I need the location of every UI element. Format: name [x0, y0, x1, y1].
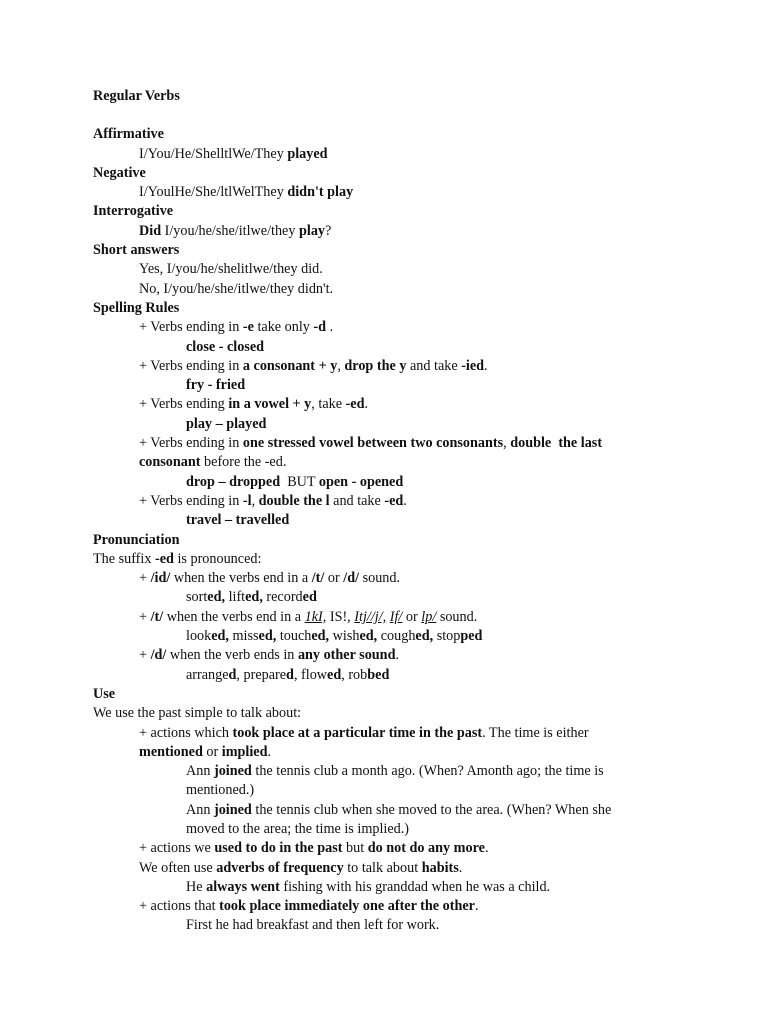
bold-text: d	[228, 666, 237, 683]
text: Ann	[186, 763, 214, 780]
text: sound.	[436, 608, 478, 625]
bold-text: ,	[225, 628, 233, 645]
text: or	[402, 608, 422, 625]
bold-text: drop the y	[344, 357, 407, 374]
bold-text: -e	[242, 319, 254, 336]
document-body	[93, 87, 693, 936]
bold-text: joined	[213, 763, 252, 780]
use-point-1-cont	[93, 743, 693, 762]
affirmative-line	[93, 145, 693, 164]
text: .	[474, 898, 479, 915]
bold-text: ed	[359, 628, 374, 645]
text: BUT	[280, 473, 319, 490]
bold-text: double the l	[258, 492, 330, 509]
text: He	[186, 878, 207, 895]
bold-text: ,	[429, 628, 437, 645]
bold-text: ed	[258, 628, 273, 645]
text: ,	[341, 666, 349, 683]
text: stop	[436, 628, 461, 645]
text: ,	[251, 492, 259, 509]
bold-text: drop – dropped	[186, 473, 281, 490]
text: + Verbs ending in	[139, 319, 243, 336]
page-title: Regular Verbs	[93, 88, 180, 104]
use-example-2	[93, 801, 693, 820]
bold-text: always went	[206, 878, 280, 895]
text: I/You/He/ShelltlWe/They	[139, 145, 284, 162]
text: + actions we	[139, 840, 215, 857]
bold-text: consonant	[139, 454, 201, 471]
text: We often use	[139, 859, 217, 876]
text: +	[139, 570, 151, 587]
text: or	[202, 743, 222, 760]
bold-text: a consonant + y	[242, 357, 338, 374]
text: fishing with his granddad when he was a child.	[279, 878, 551, 895]
bold-text: -ed	[345, 396, 365, 413]
text: .	[395, 647, 400, 664]
heading-spelling-rules: Spelling Rules	[93, 299, 180, 316]
bold-text: took place at a particular time in the past	[232, 724, 483, 741]
text: , take	[311, 396, 346, 413]
bold-text: mentioned	[139, 743, 203, 760]
text: arrange	[186, 666, 229, 683]
text: .	[484, 357, 488, 374]
text: is pronounced:	[173, 550, 262, 567]
use-example-3	[93, 878, 693, 897]
interrogative-line	[93, 222, 693, 241]
text: The suffix	[93, 550, 155, 567]
spelling-rule-4	[93, 434, 693, 453]
text: ,	[236, 666, 244, 683]
spelling-example-4	[93, 473, 693, 492]
bold-text: played	[287, 145, 328, 162]
bold-text: d	[286, 666, 294, 683]
bold-text: double the last	[510, 435, 603, 452]
short-answer-no: No, I/you/he/she/itlwe/they didn't.	[139, 280, 334, 297]
spelling-rule-5	[93, 492, 693, 511]
bold-text: ,	[221, 589, 229, 606]
underlined-text: Itj//j/,	[354, 608, 387, 625]
bold-text: ed	[327, 666, 342, 683]
text: .	[364, 396, 369, 413]
text: I/YoulHe/She/ltlWelThey	[139, 184, 284, 201]
heading-pronunciation: Pronunciation	[93, 531, 180, 548]
text: wish	[332, 628, 360, 645]
bold-text: /t/	[150, 608, 164, 625]
text: ?	[325, 222, 332, 239]
spelling-example-1: close - closed	[186, 338, 265, 355]
use-point-1	[93, 724, 693, 743]
text: I/you/he/she/itlwe/they	[161, 222, 299, 239]
text: the tennis club when she moved to the area. (When? When she	[251, 801, 612, 818]
text: but	[342, 840, 368, 857]
text: + Verbs ending	[139, 396, 229, 413]
text: miss	[232, 628, 259, 645]
bold-text: used to do in the past	[214, 840, 343, 857]
bold-text: ,	[373, 628, 381, 645]
bold-text: open - opened	[318, 473, 404, 490]
text: +	[139, 608, 151, 625]
spelling-example-3: play – played	[186, 415, 267, 432]
text: sort	[186, 589, 208, 606]
underlined-text: If/	[389, 608, 403, 625]
text: to talk about	[343, 859, 422, 876]
bold-text: /d/	[150, 647, 167, 664]
text: ,	[503, 435, 511, 452]
text: before the -ed.	[200, 454, 287, 471]
spelling-example-5: travel – travelled	[186, 512, 290, 529]
text: + Verbs ending in	[139, 357, 243, 374]
spelling-rule-4-cont	[93, 453, 693, 472]
text: flow	[301, 666, 328, 683]
bold-text: bed	[367, 666, 390, 683]
bold-text: ed	[415, 628, 430, 645]
negative-line	[93, 183, 693, 202]
short-answer-yes: Yes, I/you/he/shelitlwe/they did.	[139, 261, 323, 278]
bold-text: -ed	[155, 550, 174, 567]
bold-text: ed	[211, 628, 226, 645]
text: when the verbs end in a	[170, 570, 312, 587]
bold-text: do not do any more	[367, 840, 485, 857]
spelling-example-2: fry - fried	[186, 377, 246, 394]
use-intro: We use the past simple to talk about:	[93, 705, 302, 722]
bold-text: implied	[221, 743, 268, 760]
text: sound.	[359, 570, 401, 587]
bold-text: /d/	[343, 570, 360, 587]
bold-text: ed	[302, 589, 317, 606]
pronunciation-id-examples	[93, 588, 693, 607]
bold-text: ,	[272, 628, 280, 645]
heading-affirmative: Affirmative	[93, 126, 164, 143]
pronunciation-intro	[93, 550, 693, 569]
text: when the verb ends in	[166, 647, 298, 664]
use-point-2b	[93, 859, 693, 878]
use-example-1-cont: mentioned.)	[186, 782, 255, 799]
text: record	[266, 589, 303, 606]
text: +	[139, 647, 151, 664]
spelling-rule-1	[93, 318, 693, 337]
text: touch	[279, 628, 312, 645]
text: when the verbs end in a	[163, 608, 305, 625]
heading-interrogative: Interrogative	[93, 203, 174, 220]
text: rob	[348, 666, 368, 683]
bold-text: -ied	[461, 357, 485, 374]
bold-text: ,	[259, 589, 267, 606]
bold-text: any other sound	[297, 647, 396, 664]
bold-text: adverbs of frequency	[216, 859, 344, 876]
use-point-2	[93, 839, 693, 858]
bold-text: play	[298, 222, 326, 239]
text: Ann	[186, 801, 214, 818]
spelling-rule-3	[93, 395, 693, 414]
bold-text: -ed	[384, 492, 404, 509]
pronunciation-id	[93, 569, 693, 588]
text: .	[267, 743, 272, 760]
text: .	[458, 859, 463, 876]
bold-text: one stressed vowel between two consonants	[242, 435, 504, 452]
bold-text: -l	[242, 492, 252, 509]
heading-negative: Negative	[93, 164, 146, 181]
bold-text: didn't play	[287, 184, 354, 201]
bold-text: ped	[460, 628, 483, 645]
text: take only	[253, 319, 314, 336]
pronunciation-t-examples	[93, 627, 693, 646]
text: ,	[293, 666, 302, 683]
bold-text: /t/	[311, 570, 325, 587]
use-point-3	[93, 897, 693, 916]
bold-text: joined	[213, 801, 252, 818]
pronunciation-d-examples	[93, 666, 693, 685]
text: + actions that	[139, 898, 220, 915]
text: the tennis club a month ago. (When? Amonth ago; the time is	[251, 763, 604, 780]
text: + actions which	[139, 724, 233, 741]
underlined-text: 1kI,	[304, 608, 327, 625]
bold-text: in a vowel + y	[228, 396, 312, 413]
heading-use: Use	[93, 685, 116, 702]
bold-text: /id/	[150, 570, 171, 587]
text: + Verbs ending in	[139, 435, 243, 452]
heading-short-answers: Short answers	[93, 242, 180, 259]
text: . The time is either	[482, 724, 589, 741]
bold-text: habits	[421, 859, 459, 876]
text: look	[186, 628, 212, 645]
use-example-4: First he had breakfast and then left for work.	[186, 917, 440, 934]
pronunciation-t	[93, 608, 693, 627]
text: + Verbs ending in	[139, 492, 243, 509]
pronunciation-d	[93, 646, 693, 665]
text: and take	[406, 357, 462, 374]
bold-text: -d	[313, 319, 327, 336]
text: prepare	[243, 666, 287, 683]
text: ,	[337, 357, 345, 374]
text: and take	[329, 492, 385, 509]
bold-text: Did	[139, 222, 162, 239]
bold-text: ed	[207, 589, 222, 606]
text: or	[324, 570, 344, 587]
bold-text: ed	[245, 589, 260, 606]
text: cough	[380, 628, 416, 645]
text: .	[484, 840, 489, 857]
text: .	[403, 492, 407, 509]
bold-text: took place immediately one after the other	[219, 898, 475, 915]
bold-text: ,	[325, 628, 333, 645]
use-example-1	[93, 762, 693, 781]
text: IS!,	[326, 608, 355, 625]
use-example-2-cont: moved to the area; the time is implied.)	[186, 820, 409, 837]
text: .	[326, 319, 334, 336]
underlined-text: lp/	[421, 608, 437, 625]
bold-text: ed	[311, 628, 326, 645]
text: lift	[228, 589, 246, 606]
spelling-rule-2	[93, 357, 693, 376]
